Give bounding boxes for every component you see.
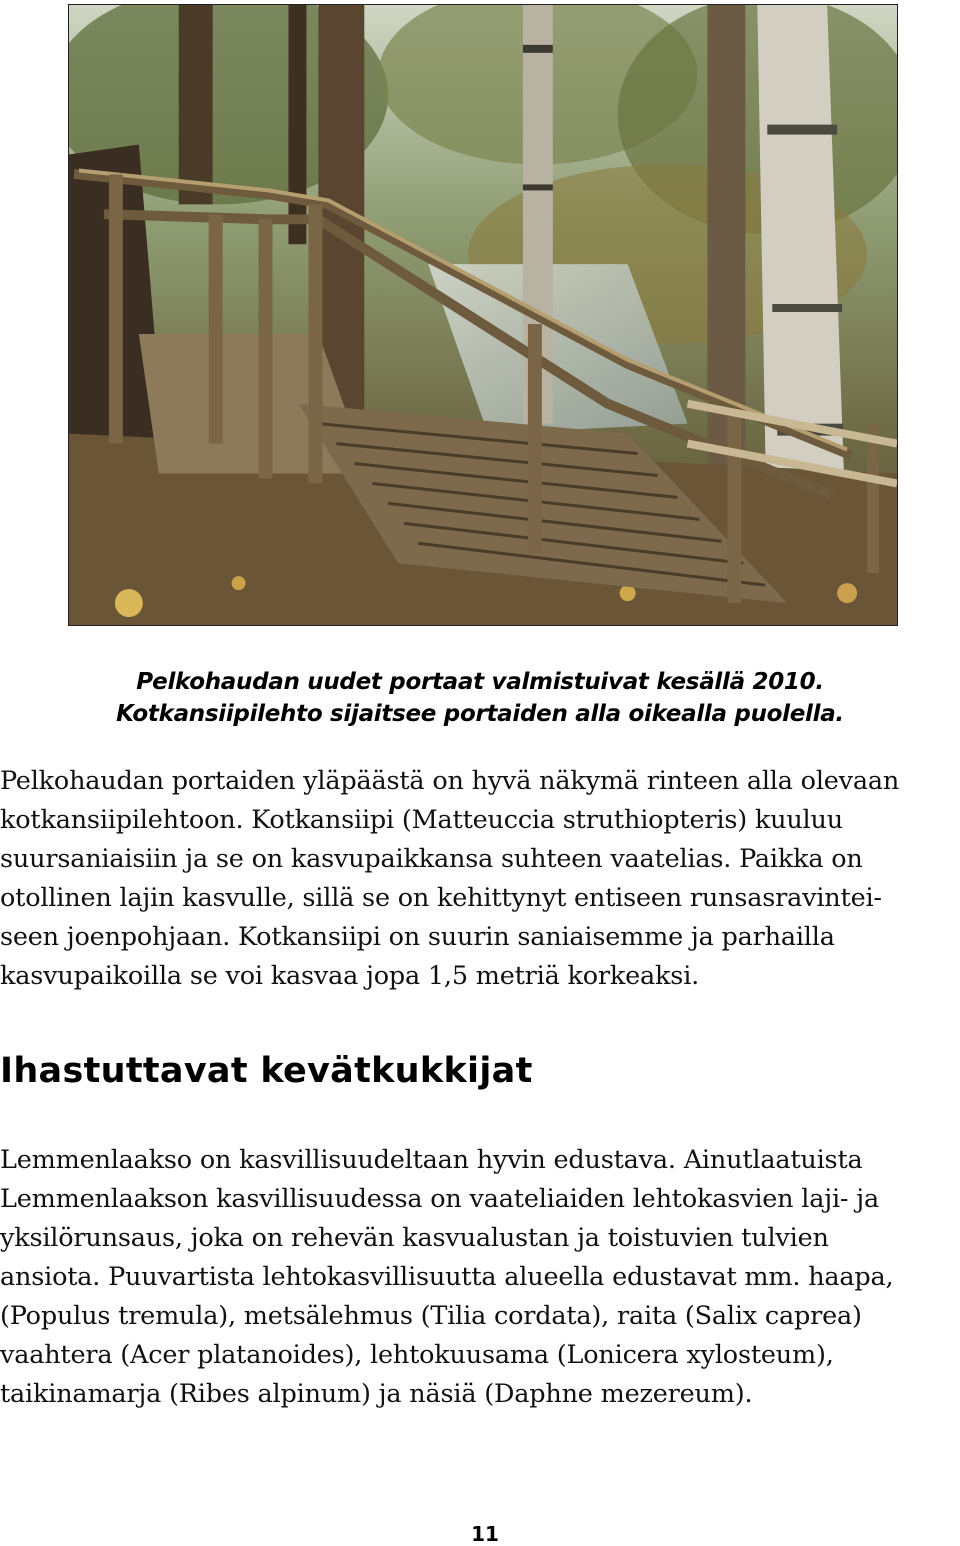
text-line: otollinen lajin kasvulle, sillä se on kehittynyt entiseen runsasravintei- [0, 883, 882, 913]
text-line: ansiota. Puuvartista lehtokasvillisuutta alueella edustavat mm. haapa, [0, 1262, 894, 1292]
text-line: Pelkohaudan portaiden yläpäästä on hyvä näkymä rinteen alla olevaan [0, 766, 900, 796]
text-line: taikinamarja (Ribes alpinum) ja näsiä (Daphne mezereum). [0, 1379, 753, 1409]
text-line: kotkansiipilehtoon. Kotkansiipi (Matteuccia struthiopteris) kuuluu [0, 805, 843, 835]
text-line: suursaniaisiin ja se on kasvupaikkansa suhteen vaatelias. Paikka on [0, 844, 863, 874]
text-line: vaahtera (Acer platanoides), lehtokuusama (Lonicera xylosteum), [0, 1340, 834, 1370]
photo-caption [0, 666, 960, 730]
forest-stairs-photo [68, 4, 898, 626]
text-line: seen joenpohjaan. Kotkansiipi on suurin saniaisemme ja parhailla [0, 922, 835, 952]
text-line: Lemmenlaakso on kasvillisuudeltaan hyvin edustava. Ainutlaatuista [0, 1145, 863, 1175]
paragraph-spring-flowers [0, 1141, 960, 1414]
text-line: yksilörunsaus, joka on rehevän kasvualustan ja toistuvien tulvien [0, 1223, 829, 1253]
caption-line-2: Kotkansiipilehto sijaitsee portaiden alla oikealla puolella. [116, 701, 844, 727]
page-number: 11 [471, 1522, 499, 1546]
text-line: kasvupaikoilla se voi kasvaa jopa 1,5 metriä korkeaksi. [0, 961, 700, 991]
text-line: (Populus tremula), metsälehmus (Tilia cordata), raita (Salix caprea) [0, 1301, 862, 1331]
paragraph-fern-grove [0, 762, 960, 996]
section-heading: Ihastuttavat kevätkukkijat [0, 1051, 533, 1091]
text-line: Lemmenlaakson kasvillisuudessa on vaateliaiden lehtokasvien laji- ja [0, 1184, 879, 1214]
photo-illustration [69, 5, 897, 625]
caption-line-1: Pelkohaudan uudet portaat valmistuivat kesällä 2010. [136, 669, 824, 695]
